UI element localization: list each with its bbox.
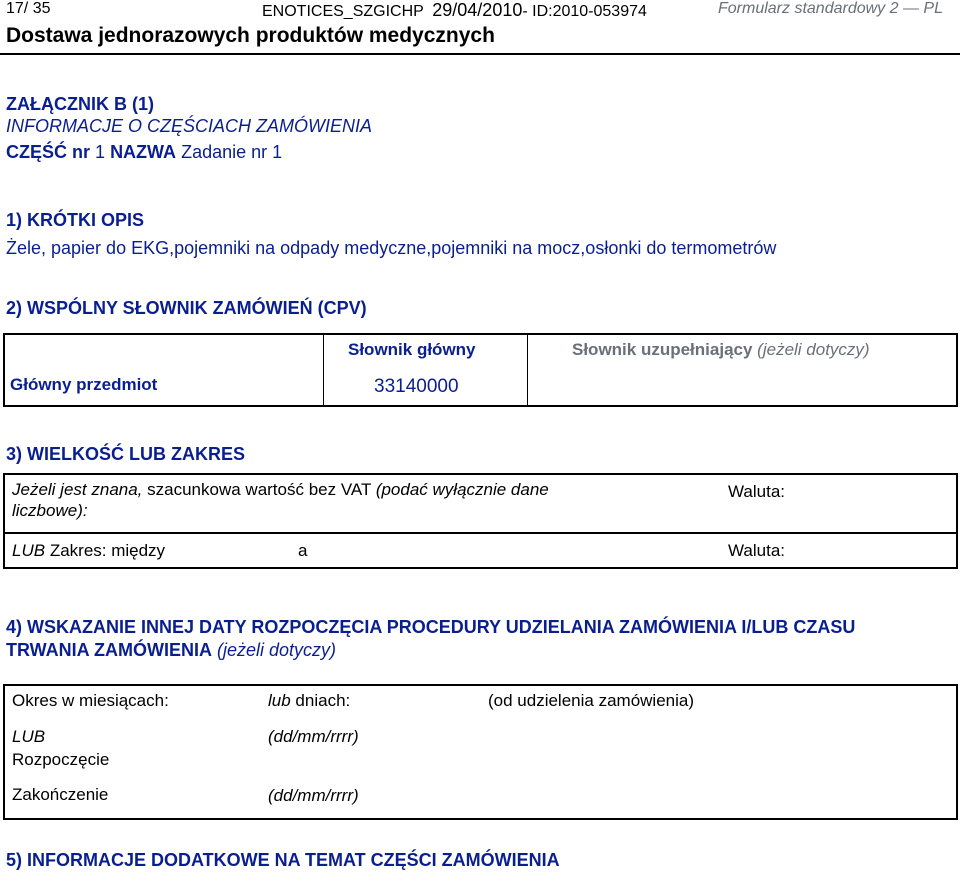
page-title: Dostawa jednorazowych produktów medycznych bbox=[6, 24, 495, 47]
doc-prefix: ENOTICES_SZGICHP bbox=[262, 3, 424, 20]
section3-heading: 3) WIELKOŚĆ LUB ZAKRES bbox=[6, 444, 246, 464]
period-months-label: Okres w miesiącach: bbox=[12, 691, 169, 710]
range-label bbox=[12, 541, 165, 561]
cpv-col-divider-1 bbox=[323, 333, 324, 407]
section5-heading: 5) INFORMACJE DODATKOWE NA TEMAT CZĘŚCI ZAMÓWIENIA bbox=[6, 850, 560, 870]
cpv-row-label: Główny przedmiot bbox=[10, 375, 158, 394]
name-value: Zadanie nr 1 bbox=[181, 142, 283, 162]
range-and: a bbox=[298, 541, 308, 560]
cpv-main-code: 33140000 bbox=[374, 376, 459, 397]
section4-heading-line1: 4) WSKAZANIE INNEJ DATY ROZPOCZĘCIA PROCEDURY UDZIELANIA ZAMÓWIENIA I/LUB CZASU bbox=[6, 617, 856, 637]
annex-subheading: INFORMACJE O CZĘŚCIACH ZAMÓWIENIA bbox=[6, 116, 373, 136]
name-label: NAZWA bbox=[110, 142, 177, 162]
section4-heading-line2 bbox=[6, 640, 336, 661]
estimate-label-a: Jeżeli jest znana, bbox=[12, 480, 143, 499]
estimate-label-line2: liczbowe): bbox=[12, 501, 88, 520]
form-type: Formularz standardowy 2 — PL bbox=[718, 0, 943, 17]
start-label: Rozpoczęcie bbox=[12, 750, 110, 769]
section1-heading: 1) KRÓTKI OPIS bbox=[6, 210, 145, 230]
cpv-col-main: Słownik główny bbox=[348, 340, 476, 359]
from-award-note: (od udzielenia zamówienia) bbox=[488, 691, 695, 710]
section2-heading: 2) WSPÓLNY SŁOWNIK ZAMÓWIEŃ (CPV) bbox=[6, 298, 367, 318]
range-currency-label: Waluta: bbox=[728, 541, 786, 560]
document-reference bbox=[262, 0, 647, 21]
estimate-label-c: (podać wyłącznie dane bbox=[375, 480, 549, 499]
doc-id: - ID:2010-053974 bbox=[522, 3, 647, 20]
estimate-label-b: szacunkowa wartość bez VAT bbox=[147, 480, 372, 499]
period-days-label bbox=[268, 691, 350, 711]
part-label: CZĘŚĆ nr bbox=[6, 142, 91, 162]
period-days-lub: lub bbox=[268, 691, 291, 710]
header-rule bbox=[0, 53, 960, 55]
cpv-col-supp-note: (jeżeli dotyczy) bbox=[757, 340, 870, 359]
range-lub: LUB bbox=[12, 541, 46, 560]
short-description: Żele, papier do EKG,pojemniki na odpady medyczne,pojemniki na mocz,osłonki do termometrów bbox=[6, 238, 777, 258]
quantity-row-divider bbox=[3, 532, 958, 534]
estimate-currency-label: Waluta: bbox=[728, 482, 786, 501]
cpv-col-supp-label: Słownik uzupełniający bbox=[572, 340, 753, 359]
part-line bbox=[6, 142, 282, 163]
cpv-col-supplementary bbox=[572, 340, 870, 360]
start-date-format: (dd/mm/rrrr) bbox=[268, 727, 359, 746]
estimate-label-line1 bbox=[12, 480, 549, 500]
end-label: Zakończenie bbox=[12, 785, 109, 804]
page-number: 17/ 35 bbox=[6, 0, 51, 17]
cpv-col-divider-2 bbox=[527, 333, 528, 407]
part-number: 1 bbox=[95, 142, 106, 162]
period-days-text: dniach: bbox=[295, 691, 351, 710]
end-date-format: (dd/mm/rrrr) bbox=[268, 786, 359, 805]
section4-heading-text: TRWANIA ZAMÓWIENIA bbox=[6, 640, 212, 660]
range-between: Zakres: między bbox=[49, 541, 166, 560]
section4-heading-note: (jeżeli dotyczy) bbox=[217, 640, 337, 660]
annex-heading: ZAŁĄCZNIK B (1) bbox=[6, 94, 154, 114]
start-lub: LUB bbox=[12, 727, 46, 746]
doc-date: 29/04/2010 bbox=[432, 0, 523, 20]
